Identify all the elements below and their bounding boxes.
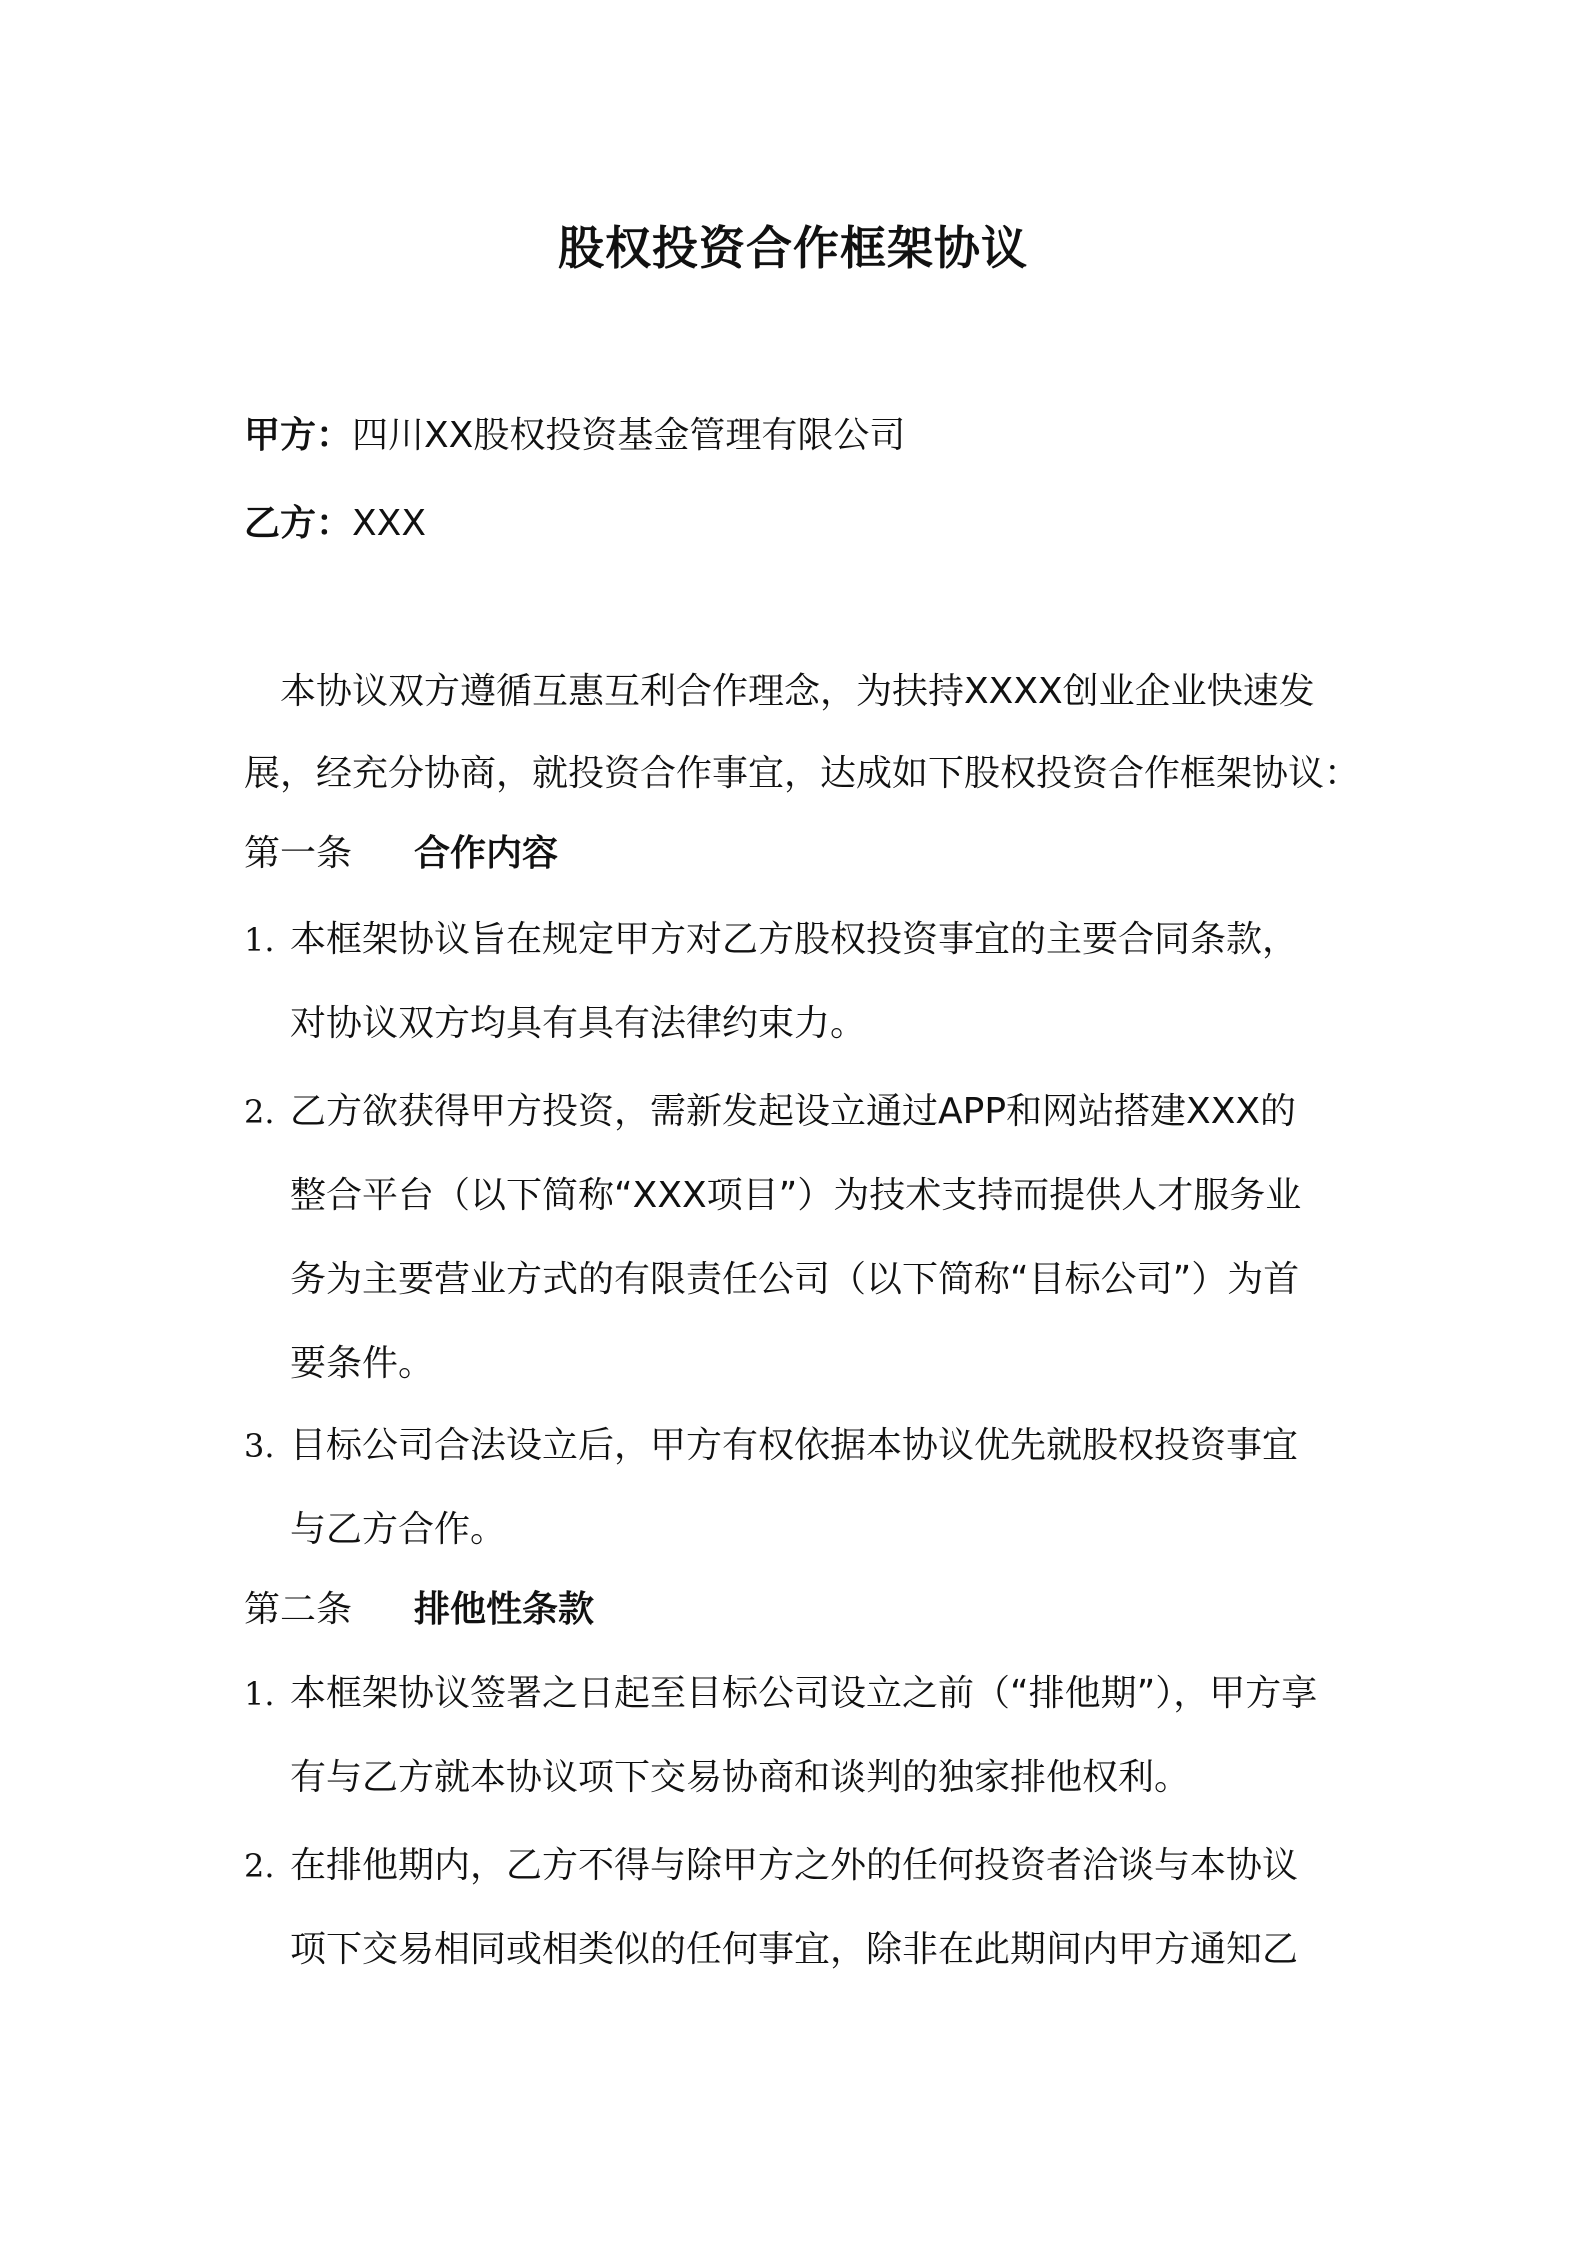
item-line: 整合平台（以下简称“XXX项目”）为技术支持而提供人才服务业 — [290, 1175, 1302, 1216]
item-number: 3. — [244, 1427, 275, 1465]
item-number: 1. — [244, 921, 275, 959]
party-a-label: 甲方： — [244, 415, 353, 456]
item-number: 2. — [244, 1847, 275, 1885]
item-line: 务为主要营业方式的有限责任公司（以下简称“目标公司”）为首 — [290, 1259, 1300, 1300]
item-line: 与乙方合作。 — [290, 1509, 507, 1550]
article-1-title: 合作内容 — [414, 833, 559, 874]
article-1-number: 第一条 — [244, 833, 353, 874]
document-title: 股权投资合作框架协议 — [558, 221, 1028, 275]
item-line: 对协议双方均具有具有法律约束力。 — [290, 1003, 867, 1044]
item-number: 2. — [244, 1093, 275, 1131]
party-b — [244, 502, 426, 546]
article-2-title: 排他性条款 — [414, 1589, 595, 1630]
article-2-heading — [244, 1588, 594, 1632]
item-line: 本框架协议旨在规定甲方对乙方股权投资事宜的主要合同条款， — [290, 919, 1299, 960]
item-line: 项下交易相同或相类似的任何事宜，除非在此期间内甲方通知乙 — [290, 1929, 1299, 1970]
party-b-value: XXX — [352, 503, 427, 544]
party-b-label: 乙方： — [244, 503, 353, 544]
item-number: 1. — [244, 1675, 275, 1713]
article-1-heading — [244, 832, 558, 876]
intro-line-1: 本协议双方遵循互惠互利合作理念，为扶持XXXX创业企业快速发 — [280, 671, 1315, 712]
party-a — [244, 414, 905, 458]
item-line: 有与乙方就本协议项下交易协商和谈判的独家排他权利。 — [290, 1757, 1191, 1798]
item-line: 要条件。 — [290, 1343, 435, 1384]
party-a-value: 四川XX股权投资基金管理有限公司 — [352, 415, 906, 456]
intro-line-2: 展，经充分协商，就投资合作事宜，达成如下股权投资合作框架协议： — [244, 753, 1361, 794]
item-line: 在排他期内，乙方不得与除甲方之外的任何投资者洽谈与本协议 — [290, 1845, 1299, 1886]
item-line: 乙方欲获得甲方投资，需新发起设立通过APP和网站搭建XXX的 — [290, 1091, 1297, 1132]
item-line: 目标公司合法设立后，甲方有权依据本协议优先就股权投资事宜 — [290, 1425, 1299, 1466]
article-2-number: 第二条 — [244, 1589, 353, 1630]
item-line: 本框架协议签署之日起至目标公司设立之前（“排他期”），甲方享 — [290, 1673, 1318, 1714]
